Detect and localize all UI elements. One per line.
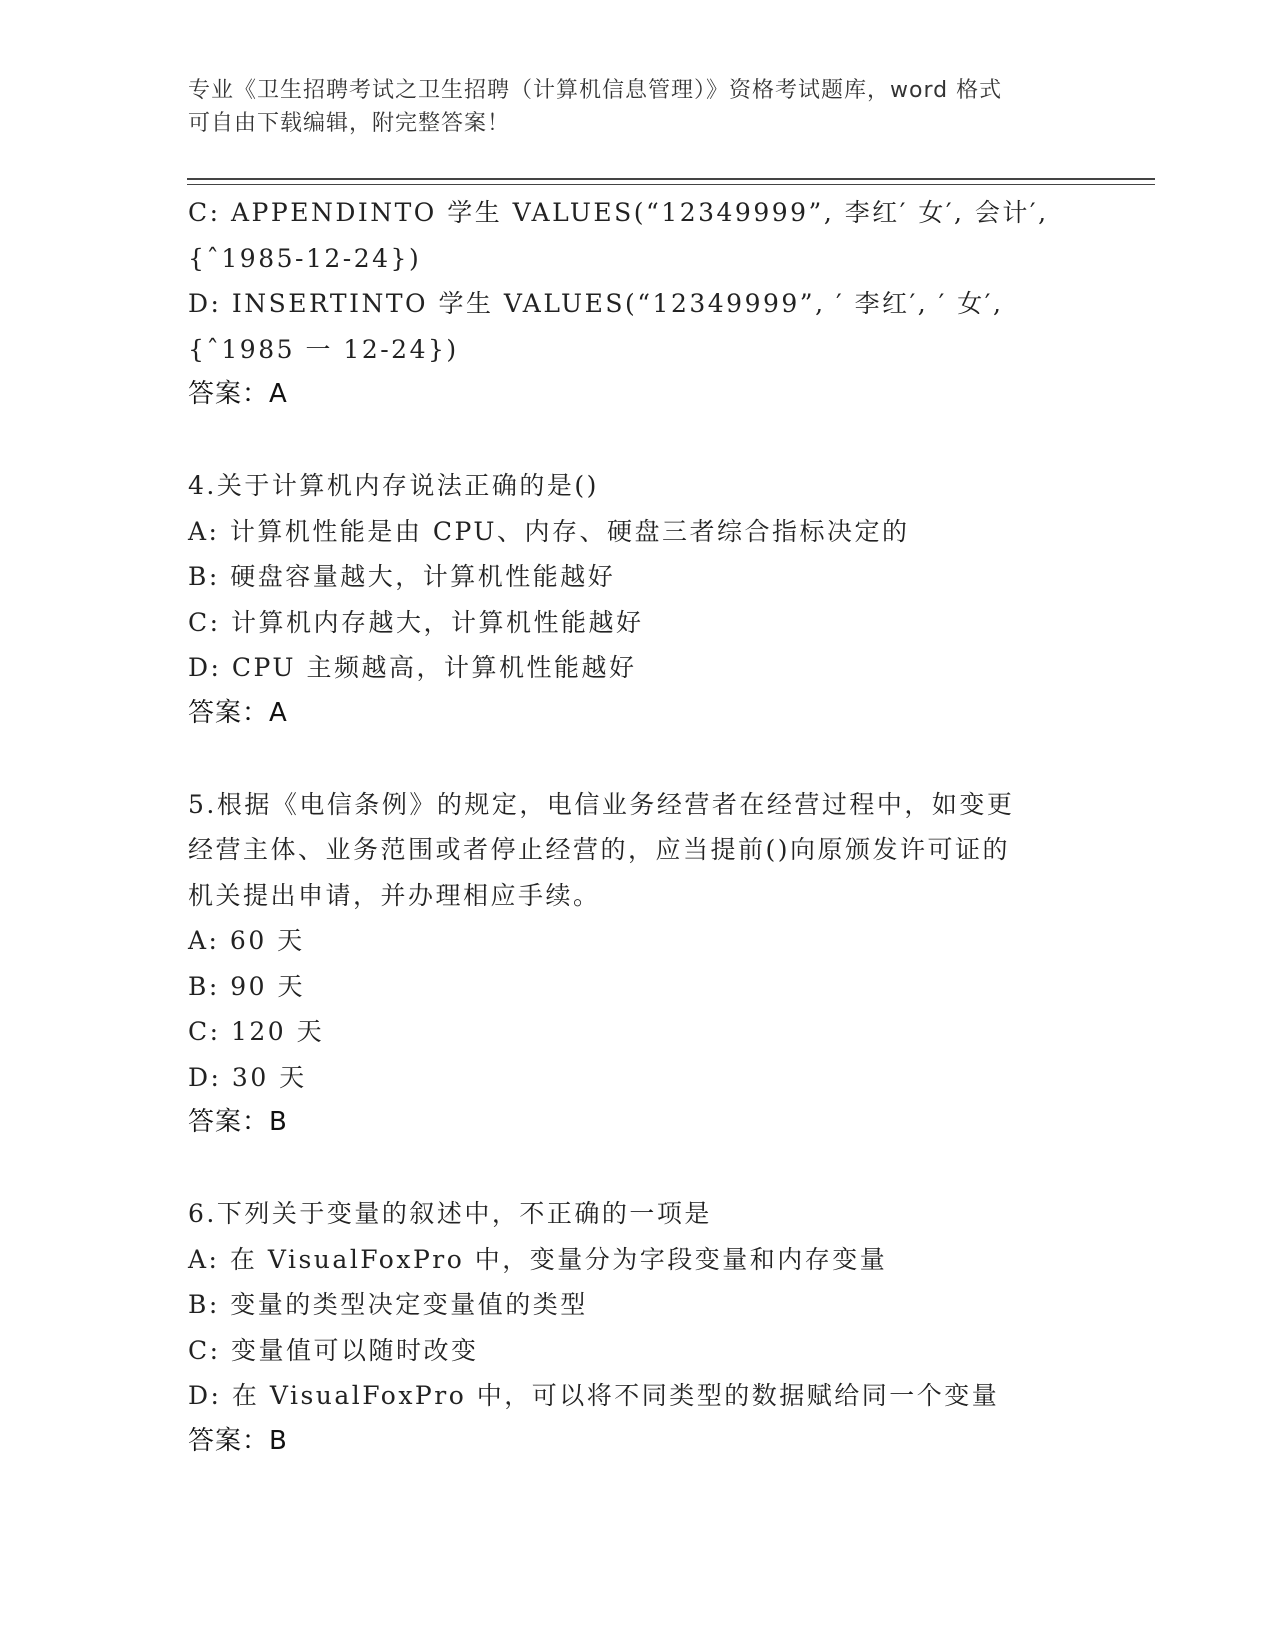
q4-question: 4.关于计算机内存说法正确的是() — [188, 471, 599, 500]
q4-answer: 答案：A — [188, 697, 288, 728]
q5-option-b: B: 90 天 — [188, 971, 305, 1001]
q6-question: 6.下列关于变量的叙述中，不正确的一项是 — [188, 1199, 712, 1228]
q6-option-b: B: 变量的类型决定变量值的类型 — [188, 1290, 588, 1319]
q3-answer: 答案：A — [188, 379, 288, 409]
q6-option-c: C: 变量值可以随时改变 — [188, 1335, 479, 1365]
q5-question-line-2: 经营主体、业务范围或者停止经营的，应当提前()向原颁发许可证的 — [188, 835, 1011, 864]
header-divider-thin — [187, 184, 1155, 185]
q5-option-c: C: 120 天 — [188, 1017, 325, 1046]
header-title-line-1: 专业《卫生招聘考试之卫生招聘（计算机信息管理）》资格考试题库，word 格式 — [188, 78, 1003, 103]
q4-option-d: D: CPU 主频越高，计算机性能越好 — [188, 653, 637, 682]
header-divider-thick — [187, 178, 1155, 180]
spacer — [188, 418, 1188, 464]
q5-option-a: A: 60 天 — [188, 926, 305, 955]
document-header — [188, 74, 1088, 140]
question-6 — [188, 1191, 1188, 1464]
spacer — [188, 1146, 1188, 1192]
q6-option-a: A: 在 VisualFoxPro 中，变量分为字段变量和内存变量 — [188, 1244, 888, 1274]
q5-question-line-1: 5.根据《电信条例》的规定，电信业务经营者在经营过程中，如变更 — [188, 789, 1015, 819]
q3-option-d-continued: {ˆ1985 一 12-24}) — [188, 334, 459, 364]
q3-option-c: C: APPENDINTO 学生 VALUES(“12349999”, 李红′ 女′, 会计′, — [188, 198, 1049, 227]
q4-option-a: A: 计算机性能是由 CPU、内存、硬盘三者综合指标决定的 — [188, 516, 910, 546]
q3-option-d: D: INSERTINTO 学生 VALUES(“12349999”, ′ 李红′, ′ 女′, — [188, 289, 1004, 318]
header-title-line-2: 可自由下载编辑，附完整答案！ — [188, 111, 511, 136]
question-5 — [188, 782, 1188, 1146]
question-3-tail — [188, 190, 1188, 418]
q6-answer: 答案：B — [188, 1425, 288, 1456]
q5-question-line-3: 机关提出申请，并办理相应手续。 — [188, 880, 601, 910]
q4-option-b: B: 硬盘容量越大，计算机性能越好 — [188, 562, 616, 591]
q3-option-c-continued: {ˆ1985-12-24}) — [188, 243, 422, 273]
q4-option-c: C: 计算机内存越大，计算机性能越好 — [188, 607, 644, 637]
q5-answer: 答案：B — [188, 1107, 288, 1137]
q6-option-d: D: 在 VisualFoxPro 中，可以将不同类型的数据赋给同一个变量 — [188, 1381, 1000, 1410]
question-4 — [188, 463, 1188, 736]
q5-option-d: D: 30 天 — [188, 1062, 307, 1092]
question-list — [188, 190, 1188, 1464]
spacer — [188, 736, 1188, 782]
